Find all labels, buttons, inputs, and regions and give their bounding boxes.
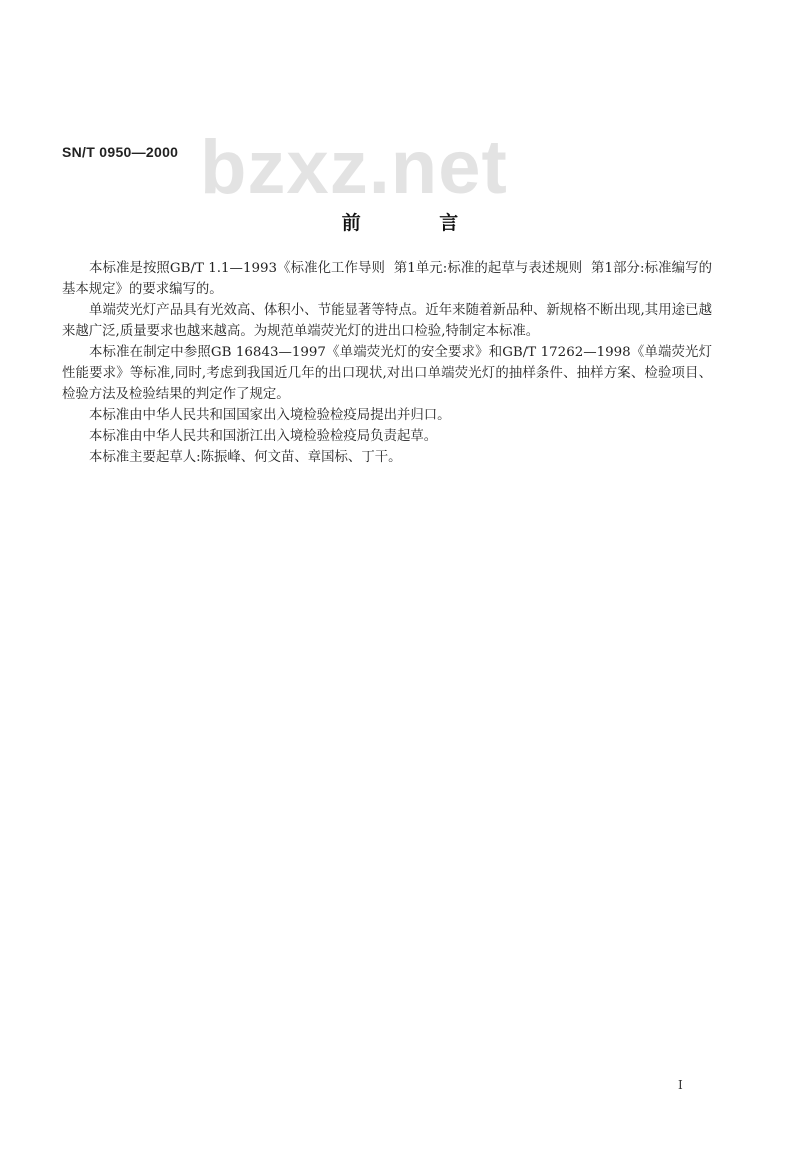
page-number: I: [678, 1078, 683, 1092]
paragraph-drafting-unit: 本标准由中华人民共和国浙江出入境检验检疫局负责起草。: [89, 429, 438, 444]
paragraph-product-background: 单端荧光灯产品具有光效高、体积小、节能显著等特点。近年来随着新品种、新规格不断出现,其用途已越来越广泛,质量要求也越来越高。为规范单端荧光灯的进出口检验,特制定本标准。: [62, 303, 712, 339]
paragraph-references: 本标准在制定中参照GB 16843—1997《单端荧光灯的安全要求》和GB/T 17262—1998《单端荧光灯 性能要求》等标准,同时,考虑到我国近几年的出口现状,对出口单端荧光灯的抽样条件、抽样方案、检验项目、检验方法及检验结果的判定作了规定。: [62, 345, 721, 402]
watermark: bzxz.net: [200, 125, 508, 210]
paragraph-basis: 本标准是按照GB/T 1.1—1993《标准化工作导则 第1单元:标准的起草与表述规则 第1部分:标准编写的基本规定》的要求编写的。: [62, 261, 712, 297]
paragraph-proposer: 本标准由中华人民共和国国家出入境检验检疫局提出并归口。: [89, 408, 451, 423]
foreword-body: [62, 258, 721, 468]
paragraph-drafters: 本标准主要起草人:陈振峰、何文苗、章国标、丁干。: [89, 450, 402, 465]
page-title: 前 言: [341, 212, 495, 234]
standard-code: SN/T 0950—2000: [62, 144, 179, 160]
